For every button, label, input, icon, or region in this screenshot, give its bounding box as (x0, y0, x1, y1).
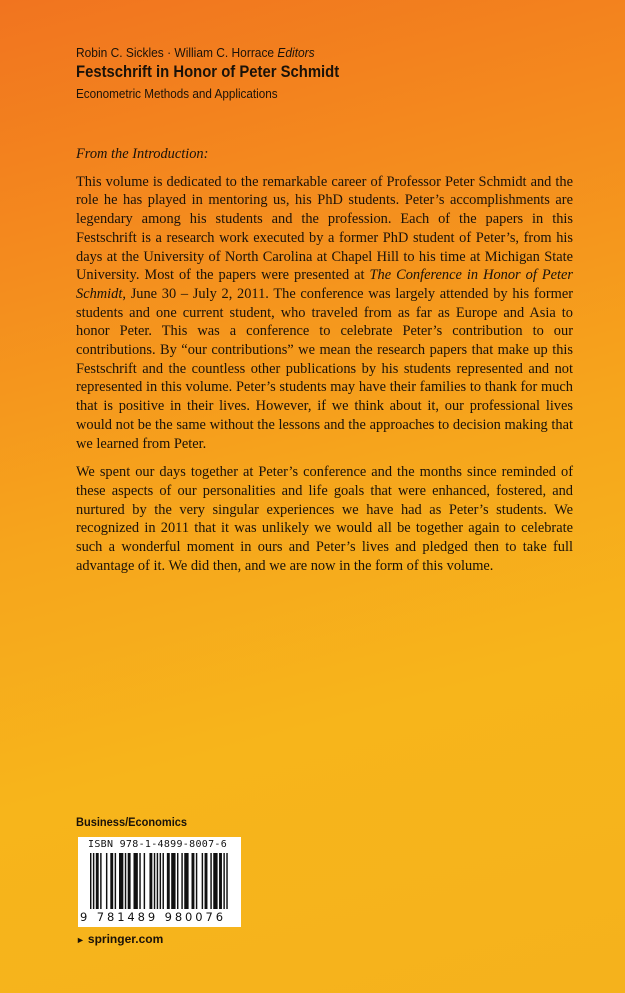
barcode-bar (210, 853, 211, 909)
barcode-bar (144, 853, 145, 909)
paragraph-text: This volume is dedicated to the remarkable career of Professor Peter Schmidt and the role he has played in mentoring us, his PhD students. Peter’s accomplishments are legendary among his students and the profession. Each of the papers in this Festschrift is a research work executed by a former PhD student of Peter’s, from his days at the University of North Carolina at Chapel Hill to his time at Michigan State University. Most of the papers were presented at (76, 173, 573, 284)
barcode-bar (202, 853, 203, 909)
cover-header (76, 44, 576, 102)
barcode-bars (90, 853, 230, 913)
barcode-bar (139, 853, 140, 909)
barcode-bar (106, 853, 107, 909)
blurb (76, 145, 573, 585)
barcode-bar (167, 853, 170, 909)
barcode-bar (149, 853, 152, 909)
barcode-bar (213, 853, 217, 909)
editor-separator: · (167, 45, 172, 60)
editor-name: William C. Horrace (174, 45, 275, 60)
barcode-bar (181, 853, 182, 909)
barcode-bar (119, 853, 123, 909)
barcode-bar (196, 853, 197, 909)
barcode-bar (93, 853, 94, 909)
barcode-bar (163, 853, 164, 909)
barcode-bar (110, 853, 113, 909)
barcode-bar (154, 853, 155, 909)
paragraph-text: , June 30 – July 2, 2011. The conference was largely attended by his former students and one current student, who traveled from as far as Europe and Asia to honor Peter. This was a conference to celebrate Peter’s contribution to our contributions. By “our contributions” we mean the research papers that make up this Festschrift and the countless other publications by his students represented and not represented in this volume. Peter’s students may have their families to thank for much that is positive in their lives. However, if we think about it, our professional lives would not be the same without the lessons and the approaches to decision making that we learned from Peter. (76, 285, 573, 452)
barcode-bar (115, 853, 116, 909)
barcode-bar (125, 853, 126, 909)
barcode-bar (134, 853, 138, 909)
editors-role: Editors (277, 45, 315, 60)
barcode-bar (223, 853, 224, 909)
barcode-digits: 9 781489 980076 (80, 910, 226, 924)
blurb-paragraph-1 (76, 173, 573, 454)
barcode-bar (157, 853, 158, 909)
arrow-right-icon: ► (76, 935, 85, 945)
barcode-bar (171, 853, 175, 909)
subject-category: Business/Economics (76, 815, 188, 829)
intro-label: From the Introduction: (76, 146, 209, 162)
isbn-barcode (78, 837, 241, 927)
book-subtitle: Econometric Methods and Applications (76, 86, 278, 101)
barcode-bar (160, 853, 161, 909)
barcode-bar (90, 853, 91, 909)
book-title: Festschrift in Honor of Peter Schmidt (76, 63, 340, 81)
editor-name: Robin C. Sickles (76, 45, 164, 60)
barcode-bar (192, 853, 195, 909)
publisher-link[interactable] (76, 932, 163, 946)
isbn-label: ISBN 978-1-4899-8007-6 (88, 839, 228, 850)
barcode-bar (226, 853, 227, 909)
barcode-bar (219, 853, 222, 909)
barcode-bar (205, 853, 208, 909)
barcode-bar (96, 853, 99, 909)
publisher-url: springer.com (87, 932, 164, 946)
barcode-bar (177, 853, 178, 909)
conference-title: The Conference in Honor of Peter Schmidt (76, 267, 573, 302)
barcode-bar (100, 853, 101, 909)
editors-line (76, 44, 536, 61)
blurb-paragraph-2: We spent our days together at Peter’s conference and the months since reminded of these aspects of our personalities and life goals that were enhanced, fostered, and nurtured by the very singular experiences we have had as Peter’s students. We recognized in 2011 that it was unlikely we would all be together again to celebrate such a wonderful moment in ours and Peter’s lives and pledged then to take full advantage of it. We did then, and we are now in the form of this volume. (76, 464, 573, 574)
barcode-bar (128, 853, 131, 909)
barcode-bar (184, 853, 188, 909)
